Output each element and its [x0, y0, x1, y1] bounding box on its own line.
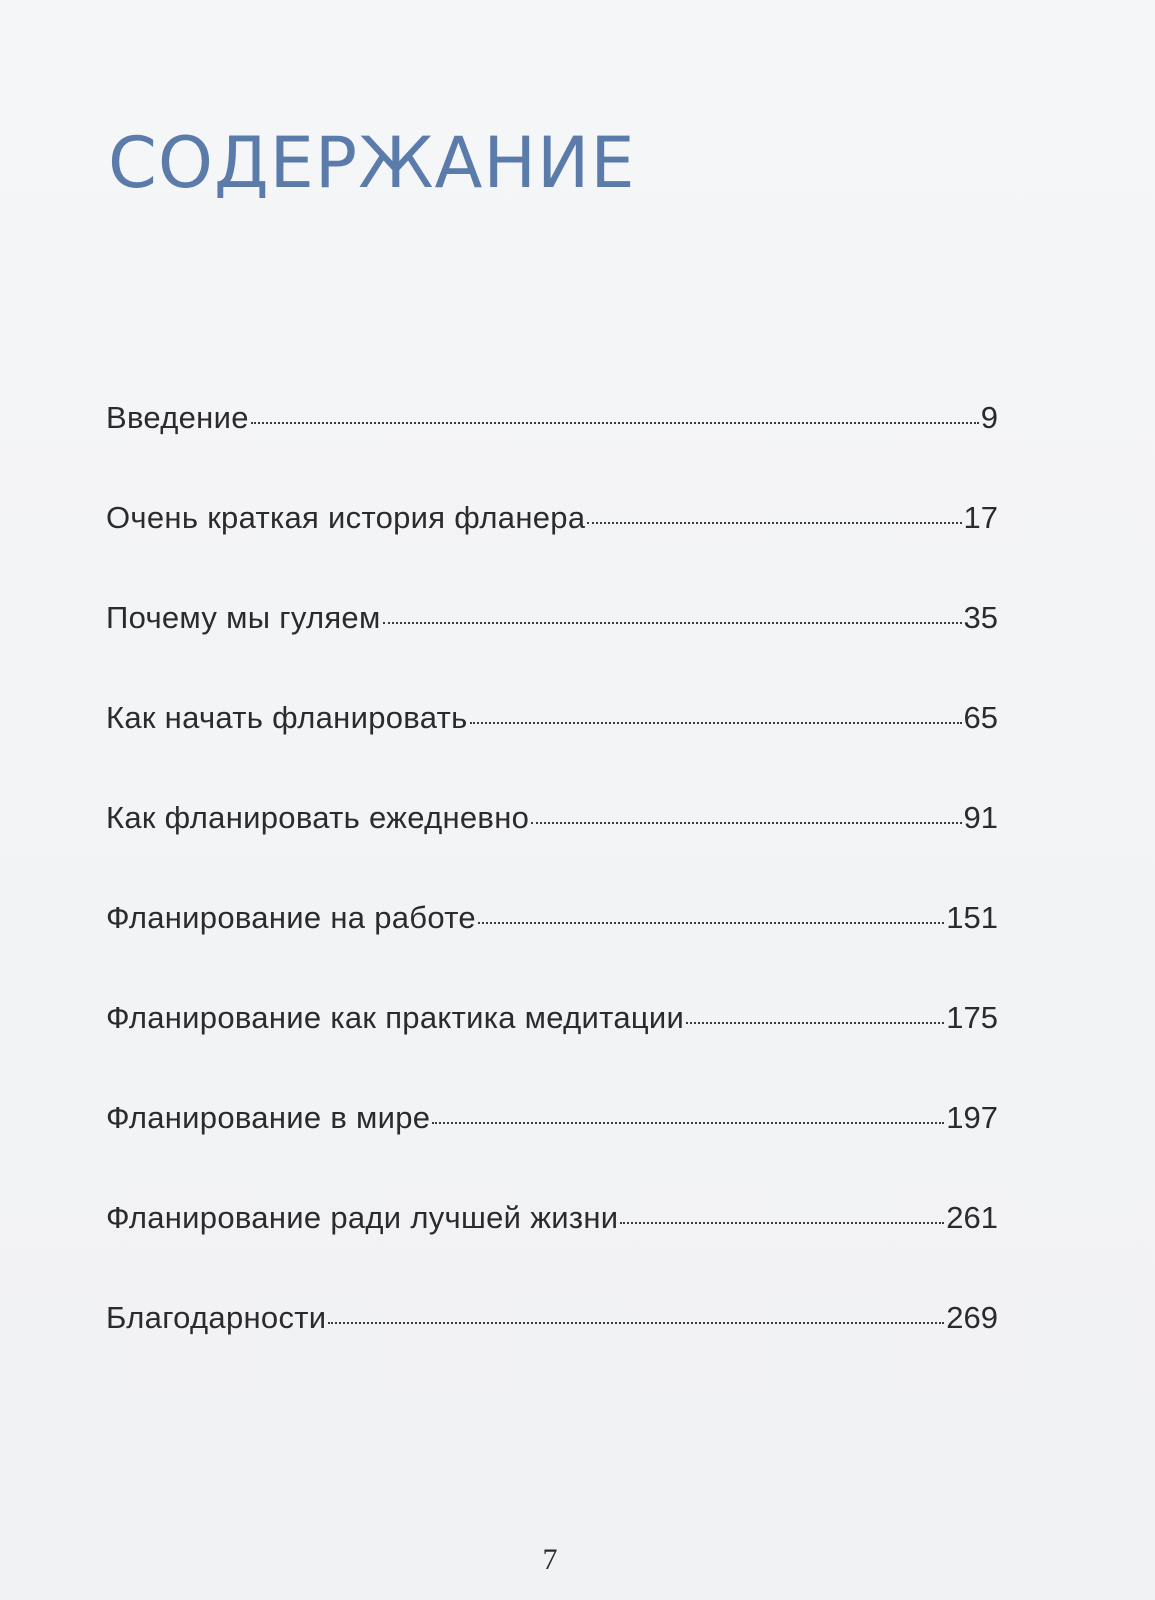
- dot-leader: [587, 522, 961, 524]
- toc-entry-page: 91: [963, 800, 998, 835]
- toc-entry: [106, 500, 998, 600]
- toc-entry-title: Фланирование на работе: [106, 900, 476, 935]
- dot-leader: [686, 1022, 944, 1024]
- toc-entry: [106, 400, 998, 500]
- toc-entry-title: Очень краткая история фланера: [106, 500, 586, 535]
- toc-entry-page: 35: [963, 600, 998, 635]
- page-title: СОДЕРЖАНИЕ: [108, 122, 636, 204]
- toc-entry: [106, 600, 998, 700]
- toc-entry-page: 261: [946, 1200, 998, 1235]
- toc-entry-title: Как фланировать ежедневно: [106, 800, 530, 835]
- toc-entry-page: 175: [946, 1000, 998, 1035]
- toc-entry-page: 65: [963, 700, 998, 735]
- toc-entry: [106, 1000, 998, 1100]
- toc-entry-page: 269: [946, 1300, 998, 1335]
- toc-entry: [106, 800, 998, 900]
- toc-entry-page: 17: [963, 500, 998, 535]
- dot-leader: [432, 1122, 944, 1124]
- toc-entry-page: 197: [946, 1100, 998, 1135]
- table-of-contents: [106, 400, 998, 1400]
- toc-entry: [106, 1300, 998, 1400]
- toc-entry: [106, 1100, 998, 1200]
- toc-entry: [106, 700, 998, 800]
- toc-entry-title: Введение: [106, 400, 249, 435]
- dot-leader: [620, 1222, 944, 1224]
- toc-entry-title: Благодарности: [106, 1300, 327, 1335]
- toc-entry-title: Фланирование ради лучшей жизни: [106, 1200, 619, 1235]
- toc-entry-title: Как начать фланировать: [106, 700, 468, 735]
- toc-entry-page: 151: [946, 900, 998, 935]
- dot-leader: [383, 622, 962, 624]
- dot-leader: [251, 422, 979, 424]
- toc-entry-page: 9: [980, 400, 998, 435]
- toc-entry-title: Фланирование в мире: [106, 1100, 431, 1135]
- toc-entry-title: Фланирование как практика медитации: [106, 1000, 685, 1035]
- dot-leader: [470, 722, 962, 724]
- dot-leader: [478, 922, 944, 924]
- dot-leader: [328, 1322, 944, 1324]
- page-number: 7: [542, 1543, 558, 1576]
- toc-entry-title: Почему мы гуляем: [106, 600, 381, 635]
- toc-entry: [106, 900, 998, 1000]
- dot-leader: [531, 822, 961, 824]
- toc-entry: [106, 1200, 998, 1300]
